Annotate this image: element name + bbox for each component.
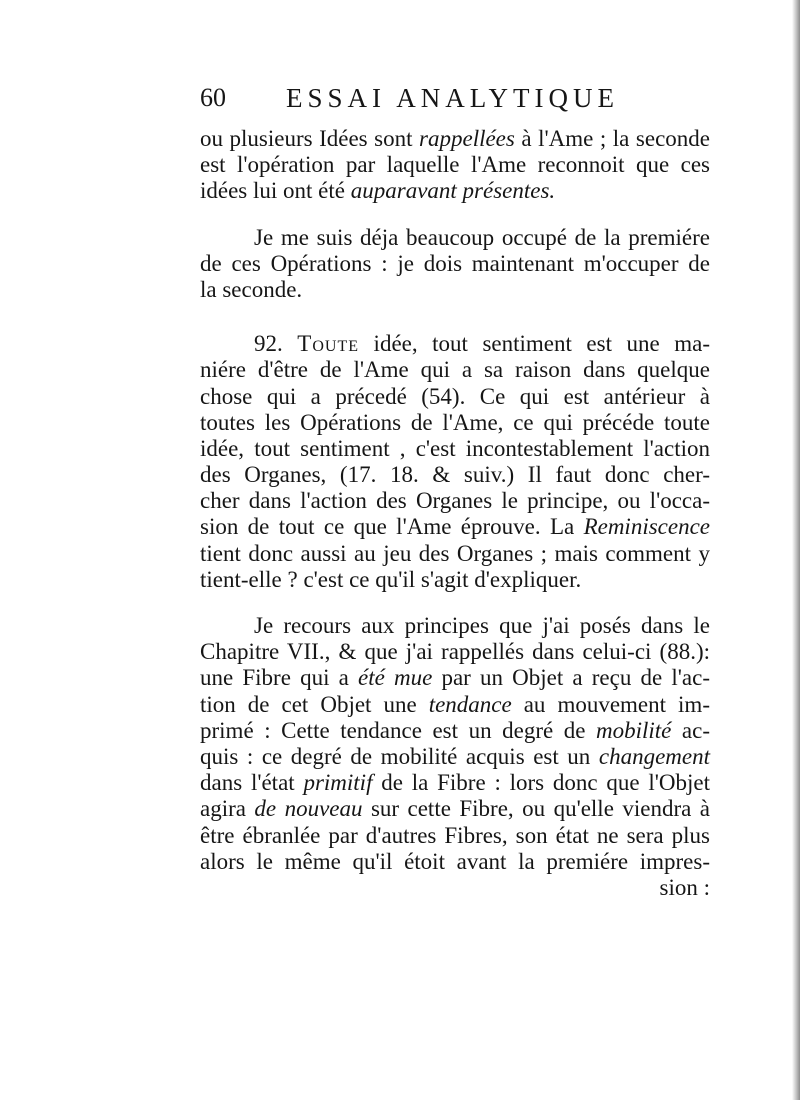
text-segment: niére d'être de l'Ame qui a sa raison dans quelque [200, 357, 710, 383]
italic-text: été mue [358, 665, 433, 691]
text-segment: Chapitre VII., & que j'ai rappellés dans celui-ci (88.): [200, 639, 710, 665]
italic-text: tendance [428, 691, 512, 717]
text-segment: au mouvement im- [511, 691, 710, 717]
text-segment: quis : ce degré de mobilité acquis est un [200, 743, 599, 769]
text-line [200, 462, 710, 488]
text-segment: agira [200, 796, 255, 822]
italic-text: mobilité [595, 717, 672, 743]
text-line [200, 770, 710, 796]
text-line [200, 718, 710, 744]
text-segment: la seconde. [200, 276, 303, 302]
italic-text: auparavant présentes. [350, 178, 556, 204]
paragraph-gap [200, 205, 710, 225]
text-segment: des Organes, (17. 18. & suiv.) Il faut donc cher- [200, 462, 710, 488]
paragraph [200, 331, 710, 593]
text-line [200, 744, 710, 770]
text-line [200, 225, 710, 251]
text-line [200, 849, 710, 875]
text-segment: tient-elle ? c'est ce qu'il s'agit d'expliquer. [200, 566, 582, 592]
text-segment: de ces Opérations : je dois maintenant m'occuper de [200, 250, 710, 276]
text-segment: alors le même qu'il étoit avant la premiére impres- [200, 848, 710, 874]
paragraph [200, 126, 710, 205]
text-line [200, 436, 710, 462]
text-line [200, 823, 710, 849]
text-segment: ac- [671, 717, 710, 743]
text-segment: 92. [254, 331, 298, 357]
text-line [200, 331, 710, 357]
text-segment: tion de cet Objet une [200, 691, 429, 717]
text-segment: une Fibre qui a [200, 665, 358, 691]
text-segment: dans l'état [200, 770, 304, 796]
text-line [200, 251, 710, 277]
running-title: ESSAI ANALYTIQUE [286, 83, 620, 113]
text-line [200, 410, 710, 436]
paragraph [200, 225, 710, 304]
italic-text: rappellées [419, 126, 515, 151]
text-line [200, 384, 710, 410]
text-line [200, 277, 710, 303]
text-segment: idée, tout sentiment , c'est incontestablement l'action [200, 435, 710, 461]
body-text [200, 126, 710, 901]
text-segment: idée, tout sentiment est une ma- [359, 331, 711, 357]
italic-text: changement [598, 743, 710, 769]
text-segment: chose qui a précedé (54). Ce qui est antérieur à [200, 383, 710, 409]
paragraph [200, 613, 710, 901]
text-segment: cher dans l'action des Organes le principe, ou l'occa- [200, 488, 710, 514]
page-header [200, 78, 710, 118]
small-caps-text: Toute [297, 331, 360, 357]
text-line [200, 514, 710, 540]
text-line [200, 126, 710, 152]
text-segment: sion : [659, 874, 710, 900]
text-segment: par un Objet a reçu de l'ac- [432, 665, 710, 691]
text-line [200, 357, 710, 383]
text-segment: Je recours aux principes que j'ai posés dans le [254, 613, 710, 638]
text-segment: Je me suis déja beaucoup occupé de la premiére [254, 224, 710, 250]
text-segment: tient donc aussi au jeu des Organes ; mais comment y [200, 540, 710, 566]
text-line [200, 875, 710, 901]
paragraph-gap [200, 593, 710, 613]
text-line [200, 665, 710, 691]
text-line [200, 178, 710, 204]
page-edge-shadow [792, 0, 800, 1100]
text-line [200, 152, 710, 178]
text-line [200, 692, 710, 718]
text-segment: ou plusieurs Idées sont [200, 126, 420, 151]
text-line [200, 796, 710, 822]
italic-text: Reminiscence [583, 514, 710, 540]
text-segment: toutes les Opérations de l'Ame, ce qui précéde toute [200, 409, 710, 435]
text-line [200, 567, 710, 593]
text-segment: être ébranlée par d'autres Fibres, son état ne sera plus [200, 822, 710, 848]
text-segment: de la Fibre : lors donc que l'Objet [372, 770, 711, 796]
text-segment: sion de tout ce que l'Ame éprouve. La [200, 514, 584, 540]
text-segment: est l'opération par laquelle l'Ame reconnoit que ces [200, 152, 710, 178]
italic-text: de nouveau [254, 796, 363, 822]
page-number: 60 [200, 83, 226, 112]
text-segment: idées lui ont été [200, 178, 351, 204]
paragraph-gap [200, 303, 710, 331]
text-segment: primé : Cette tendance est un degré de [200, 717, 596, 743]
text-line [200, 488, 710, 514]
text-line [200, 613, 710, 639]
italic-text: primitif [303, 770, 373, 796]
text-segment: sur cette Fibre, ou qu'elle viendra à [362, 796, 710, 822]
text-segment: à l'Ame ; la seconde [514, 126, 710, 151]
text-line [200, 541, 710, 567]
text-line [200, 639, 710, 665]
